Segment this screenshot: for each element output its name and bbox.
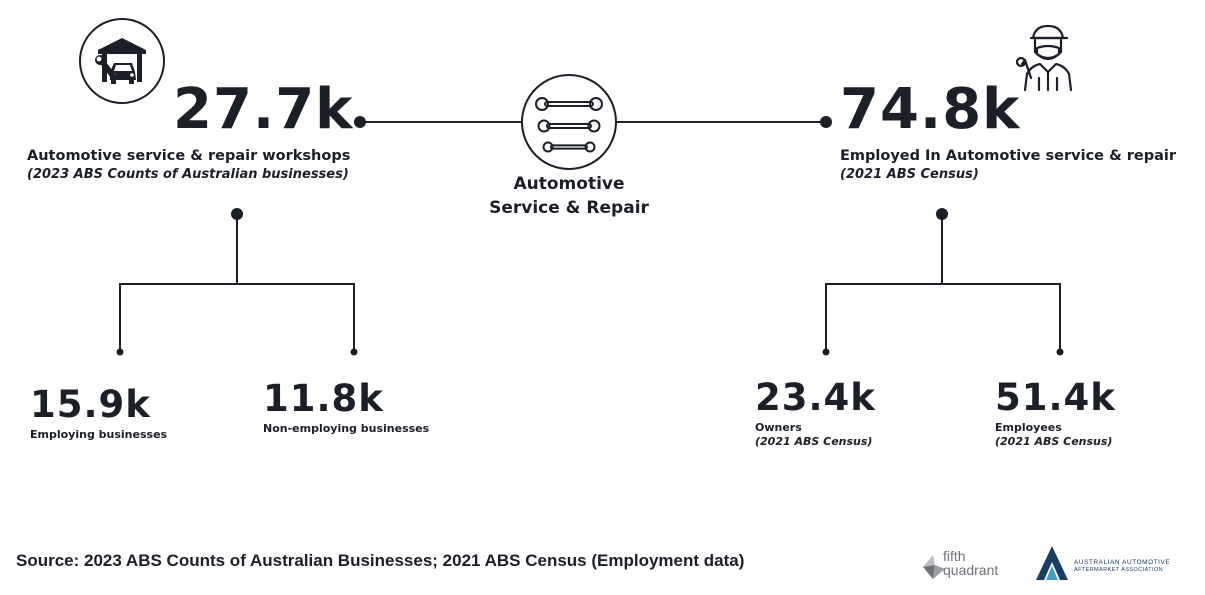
workshops-value: 27.7k: [173, 77, 354, 142]
node-right-tree: [936, 208, 948, 220]
owners-source: (2021 ABS Census): [755, 435, 873, 448]
mechanic-icon: [1013, 20, 1079, 92]
employees-source: (2021 ABS Census): [995, 435, 1113, 448]
employed-label: Employed In Automotive service & repair: [840, 148, 1177, 164]
node-left-child-1: [117, 349, 124, 356]
workshops-label: Automotive service & repair workshops: [27, 148, 351, 164]
node-left-tree: [231, 208, 243, 220]
fifth-quadrant-line2: quadrant: [943, 562, 999, 578]
employees-label: Employees: [995, 421, 1062, 434]
center-title: [469, 172, 669, 220]
aaaa-logo-mark: [1034, 544, 1070, 582]
center-title-line2: Service & Repair: [489, 198, 649, 218]
aaaa-line2: AFTERMARKET ASSOCIATION: [1074, 567, 1164, 573]
wrenches-icon: [521, 74, 617, 170]
node-right-value: [820, 116, 832, 128]
tree-right-branches: [826, 284, 1060, 352]
employed-value: 74.8k: [840, 77, 1021, 142]
node-right-child-1: [823, 349, 830, 356]
employing-businesses-value: 15.9k: [30, 383, 151, 426]
source-note: Source: 2023 ABS Counts of Australian Businesses; 2021 ABS Census (Employment data): [16, 551, 745, 570]
employing-businesses-label: Employing businesses: [30, 428, 168, 441]
workshops-source: (2023 ABS Counts of Australian businesses): [27, 167, 349, 182]
node-left-value: [354, 116, 366, 128]
fifth-quadrant-line1: fifth: [943, 548, 966, 564]
node-right-child-2: [1057, 349, 1064, 356]
non-employing-businesses-value: 11.8k: [263, 377, 384, 420]
aaaa-line1: AUSTRALIAN AUTOMOTIVE: [1074, 559, 1171, 566]
garage-car-wrench-icon: [79, 18, 165, 104]
employed-source: (2021 ABS Census): [840, 167, 979, 182]
owners-value: 23.4k: [755, 376, 876, 419]
fifth-quadrant-logo: [917, 549, 1017, 583]
node-left-child-2: [351, 349, 358, 356]
tree-left-branches: [120, 284, 354, 352]
owners-label: Owners: [755, 421, 802, 434]
aaaa-logo: [1034, 544, 1184, 584]
employees-value: 51.4k: [995, 376, 1116, 419]
center-title-line1: Automotive: [513, 174, 625, 194]
non-employing-businesses-label: Non-employing businesses: [263, 422, 430, 435]
